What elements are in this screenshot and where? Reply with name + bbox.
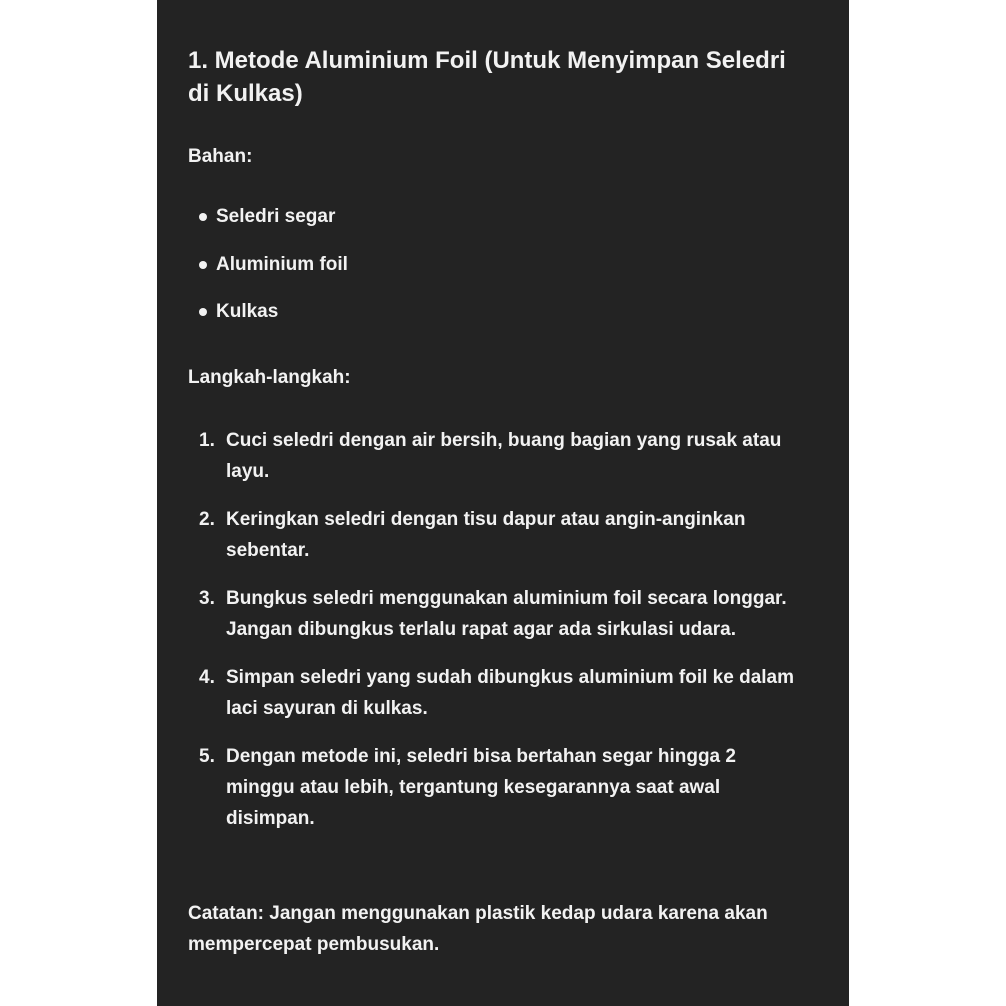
list-item (199, 252, 348, 300)
step-item (199, 583, 799, 645)
bahan-item-text: Aluminium foil (216, 253, 348, 275)
step-item (199, 662, 799, 724)
list-item (199, 299, 348, 347)
step-text: Simpan seledri yang sudah dibungkus aluminium foil ke dalam laci sayuran di kulkas. (226, 667, 795, 719)
step-text: Bungkus seledri menggunakan aluminium foil secara longgar. Jangan dibungkus terlalu rapat agar ada sirkulasi udara. (226, 588, 787, 640)
step-number: 5. (199, 746, 215, 767)
note-text: Catatan: Jangan menggunakan plastik kedap udara karena akan mempercepat pembusukan. (188, 903, 768, 955)
article-title: 1. Metode Aluminium Foil (Untuk Menyimpan Seledri di Kulkas) (188, 47, 786, 107)
step-item (199, 504, 799, 566)
step-number: 3. (199, 588, 215, 609)
content-panel (157, 0, 849, 1006)
bahan-item-text: Seledri segar (216, 206, 336, 227)
list-item (199, 204, 348, 252)
langkah-heading: Langkah-langkah: (188, 367, 351, 388)
step-number: 2. (199, 509, 215, 530)
step-text: Cuci seledri dengan air bersih, buang bagian yang rusak atau layu. (226, 430, 782, 482)
step-item (199, 425, 799, 487)
step-text: Keringkan seledri dengan tisu dapur atau angin-anginkan sebentar. (226, 509, 746, 561)
step-text: Dengan metode ini, seledri bisa bertahan segar hingga 2 minggu atau lebih, tergantung kesegarannya saat awal disimpan. (226, 746, 736, 829)
bullet-icon (199, 261, 207, 269)
step-number: 4. (199, 667, 215, 688)
step-number: 1. (199, 430, 215, 451)
bahan-item-text: Kulkas (216, 301, 279, 322)
bullet-icon (199, 213, 207, 221)
bullet-icon (199, 308, 207, 316)
steps-list (199, 425, 799, 851)
bahan-list (199, 204, 348, 347)
bahan-heading: Bahan: (188, 146, 253, 167)
step-item (199, 741, 799, 834)
